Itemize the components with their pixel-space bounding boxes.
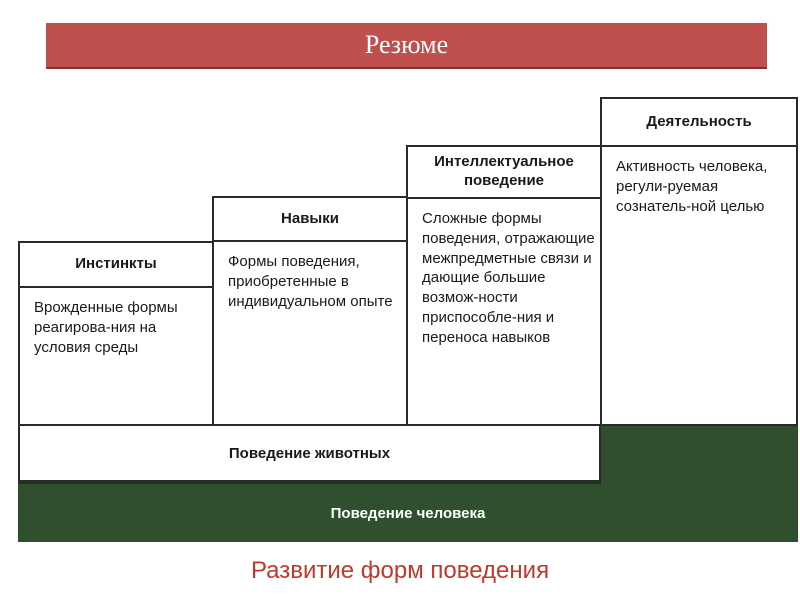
step-intellectual	[406, 145, 602, 426]
human-behavior-label: Поведение человека	[330, 504, 486, 522]
step-activity	[600, 97, 798, 426]
step-instincts	[18, 241, 214, 426]
step-skills-text: Формы поведения, приобретенные в индивидуальном опыте	[228, 253, 393, 310]
title-banner	[46, 23, 767, 69]
diagram-caption: Развитие форм поведения	[250, 557, 550, 584]
step-activity-title: Деятельность	[602, 99, 796, 147]
animal-behavior-band	[18, 424, 601, 482]
page-title: Резюме	[364, 30, 449, 59]
step-instincts-text: Врожденные формы реагирова-ния на условия среды	[34, 299, 178, 356]
human-behavior-column	[601, 424, 798, 484]
step-skills-title: Навыки	[214, 198, 406, 242]
step-activity-text: Активность человека, регули-руемая сознатель-ной целью	[616, 158, 768, 215]
animal-behavior-label: Поведение животных	[228, 444, 391, 462]
step-intellectual-text: Сложные формы поведения, отражающие межпредметные связи и дающие большие возмож-ности приспособле-ния и переноса навыков	[422, 210, 595, 346]
step-instincts-title: Инстинкты	[20, 243, 212, 288]
step-intellectual-title: Интеллектуальное поведение	[408, 147, 600, 199]
step-skills	[212, 196, 408, 426]
human-behavior-band	[18, 482, 798, 542]
